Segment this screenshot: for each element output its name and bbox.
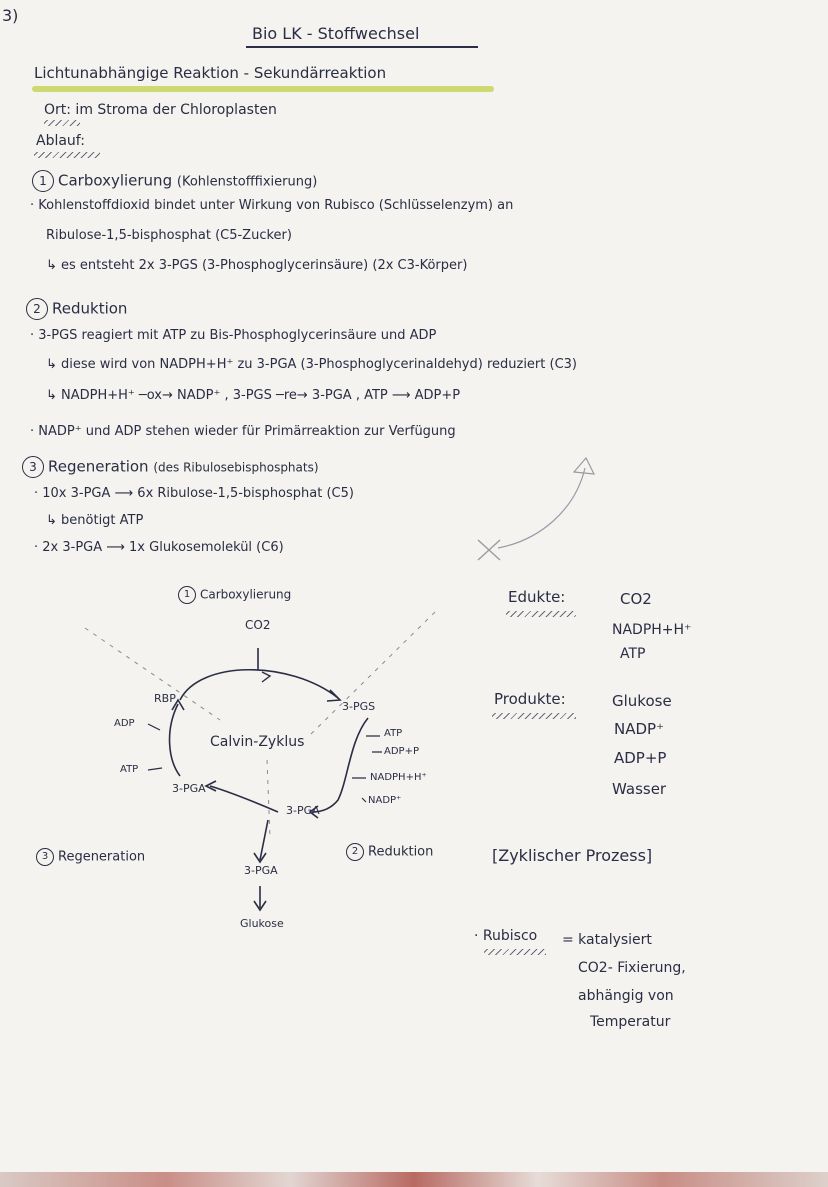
diagram-glukose: Glukose — [240, 917, 284, 930]
page-number: 3) — [2, 6, 19, 25]
section-heading: Lichtunabhängige Reaktion - Sekundärreaktion — [34, 64, 387, 82]
rubisco-line-3: abhängig von — [578, 988, 674, 1004]
arc-top — [180, 670, 338, 700]
step-2-title: Reduktion — [52, 299, 128, 318]
edukte-label: Edukte: — [508, 588, 566, 606]
diagram-3pga-mid: 3-PGA — [286, 804, 320, 817]
divider-right — [310, 612, 435, 735]
diagram-nadp: NADP⁺ — [368, 795, 402, 806]
arc-left — [170, 704, 180, 776]
edukt-1: CO2 — [620, 590, 652, 608]
diagram-carboxylierung-text: Carboxylierung — [200, 587, 292, 602]
diagram-nadph: NADPH+H⁺ — [370, 772, 427, 783]
step-1-line-1: · Kohlenstoffdioxid bindet unter Wirkung von Rubisco (Schlüsselenzym) an — [30, 198, 514, 213]
rubisco-label: · Rubisco — [474, 928, 538, 944]
step-2-line-3: ↳ NADPH+H⁺ ─ox→ NADP⁺ , 3-PGS ─re→ 3-PGA , ATP ⟶ ADP+P — [46, 388, 461, 403]
produkt-1: Glukose — [612, 692, 672, 710]
diagram-center-label: Calvin-Zyklus — [210, 734, 305, 750]
diagram-adp: ADP — [114, 718, 135, 729]
step-3-title: Regeneration — [48, 457, 149, 476]
diagram-num-1: 1 — [178, 586, 196, 604]
produkt-2: NADP⁺ — [614, 720, 664, 738]
step-2-line-1: · 3-PGS reagiert mit ATP zu Bis-Phosphoglycerinsäure und ADP — [30, 328, 437, 343]
table-surface — [0, 1172, 828, 1187]
step-2-number: 2 — [26, 298, 48, 320]
diagram-regeneration-text: Regeneration — [58, 849, 146, 865]
procedure-label: Ablauf: — [36, 133, 85, 149]
diagram-rbp: RBP — [154, 692, 176, 705]
produkt-4: Wasser — [612, 780, 667, 798]
rubisco-line-2: CO2- Fixierung, — [578, 960, 686, 976]
atp-tick — [148, 768, 162, 770]
diagram-3pgs: 3-PGS — [342, 700, 376, 713]
step-1-line-3: ↳ es entsteht 2x 3-PGS (3-Phosphoglycerinsäure) (2x C3-Körper) — [46, 258, 468, 273]
location-line: Ort: im Stroma der Chloroplasten — [44, 102, 277, 118]
diagram-num-3: 3 — [36, 848, 54, 866]
step-2-line-4: · NADP⁺ und ADP stehen wieder für Primärreaktion zur Verfügung — [30, 424, 456, 439]
step-3-line-1: · 10x 3-PGA ⟶ 6x Ribulose-1,5-bisphosphat (C5) — [34, 486, 354, 501]
step-3-subtitle: (des Ribulosebisphosphats) — [153, 460, 319, 475]
step-3-line-2: ↳ benötigt ATP — [46, 513, 144, 528]
step-3-line-3: · 2x 3-PGA ⟶ 1x Glukosemolekül (C6) — [34, 540, 284, 555]
diagram-atp-right: ATP — [384, 728, 403, 739]
step-1-number: 1 — [32, 170, 54, 192]
diagram-atp: ATP — [120, 764, 139, 775]
diagram-3pga-bottom: 3-PGA — [244, 864, 278, 877]
produkte-label: Produkte: — [494, 690, 566, 708]
diagram-carboxylierung — [178, 586, 291, 604]
adp-tick — [148, 724, 160, 730]
arc-bottom-left — [210, 786, 278, 812]
step-1-line-2: Ribulose-1,5-bisphosphat (C5-Zucker) — [46, 228, 292, 243]
rubisco-underline — [484, 949, 546, 955]
step-1-title: Carboxylierung — [58, 171, 173, 190]
rubisco-line-1: = katalysiert — [562, 932, 652, 948]
diagram-3pga-left: 3-PGA — [172, 782, 206, 795]
arc-right — [312, 718, 368, 812]
diagram-reduktion-text: Reduktion — [368, 844, 434, 860]
produkte-underline — [492, 713, 576, 719]
step-2-line-2: ↳ diese wird von NADPH+H⁺ zu 3-PGA (3-Phosphoglycerinaldehyd) reduziert (C3) — [46, 357, 578, 372]
diagram-co2: CO2 — [245, 618, 271, 632]
atp-right-ticks — [366, 736, 382, 752]
down-arrow-1 — [260, 820, 268, 860]
diagram-reduktion — [346, 843, 433, 861]
diagram-regeneration — [36, 848, 145, 866]
diagram-adp-p: ADP+P — [384, 746, 419, 757]
divider-left — [85, 628, 220, 720]
rubisco-line-4: Temperatur — [590, 1014, 671, 1030]
diagram-num-2: 2 — [346, 843, 364, 861]
edukt-3: ATP — [620, 646, 646, 662]
cycle-note: [Zyklischer Prozess] — [492, 846, 653, 865]
produkt-3: ADP+P — [614, 749, 667, 767]
step-3-number: 3 — [22, 456, 44, 478]
edukt-2: NADPH+H⁺ — [612, 622, 692, 638]
edukte-underline — [506, 611, 576, 617]
pencil-arrow-curve — [498, 468, 585, 548]
nadph-ticks — [352, 778, 366, 802]
pencil-cross — [478, 540, 500, 560]
page-title: Bio LK - Stoffwechsel — [252, 24, 420, 43]
co2-head — [262, 672, 270, 682]
step-1-subtitle: (Kohlenstofffixierung) — [176, 174, 318, 190]
